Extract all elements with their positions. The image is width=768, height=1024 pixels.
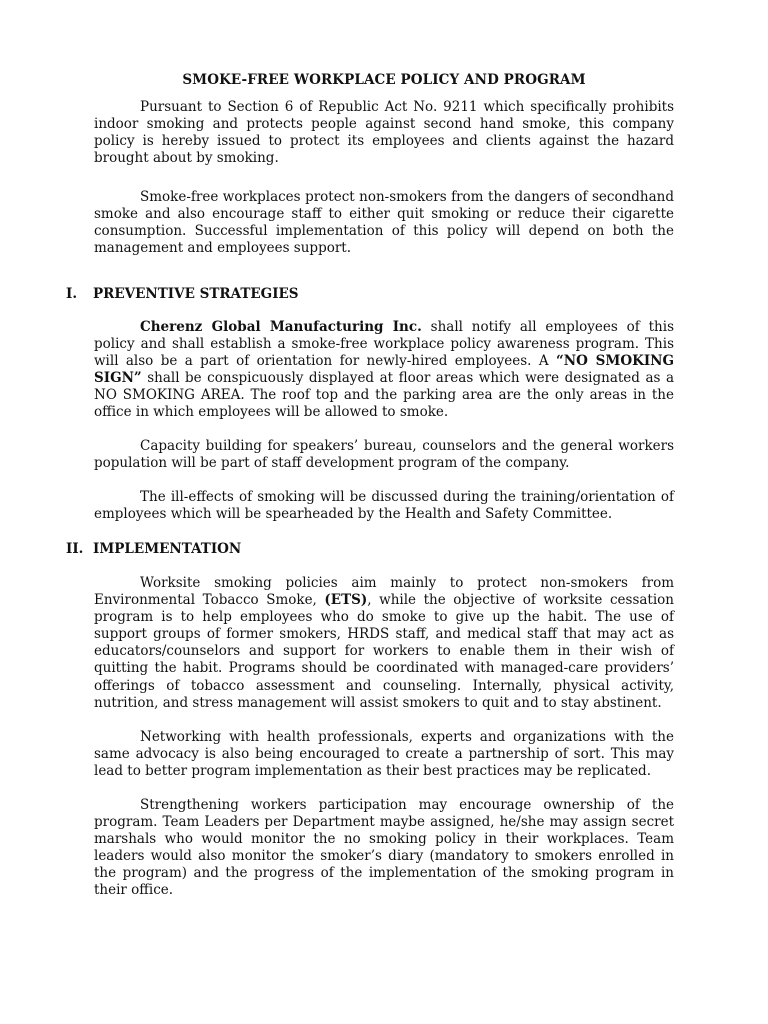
section-number: II. xyxy=(66,541,84,557)
section-title: IMPLEMENTATION xyxy=(93,541,242,557)
preventive-paragraph-1 xyxy=(94,319,674,422)
ets-abbreviation: (ETS) xyxy=(324,592,368,609)
paragraph-text: shall notify all employees of this policy and shall establish a smoke-free workplace policy awareness program. This will also be a part of orientation for newly-hired employees. A xyxy=(94,319,674,370)
section-heading-implementation xyxy=(66,540,241,558)
page-title: SMOKE-FREE WORKPLACE POLICY AND PROGRAM xyxy=(182,72,586,88)
preventive-paragraph-2: Capacity building for speakers’ bureau, counselors and the general workers population will be part of staff development program of the company. xyxy=(94,438,674,472)
implementation-paragraph-3: Strengthening workers participation may encourage ownership of the program. Team Leaders per Department maybe assigned, he/she may assign secret marshals who would monitor the no smoking policy in their workplaces. Team leaders would also monitor the smoker’s diary (mandatory to smokers enrolled in the program) and the progress of the implementation of the smoking program in their office. xyxy=(94,797,674,899)
paragraph-text: shall be conspicuously displayed at floor areas which were designated as a NO SMOKING AREA. The roof top and the parking area are the only areas in the office in which employees will be allowed to smoke. xyxy=(94,370,674,421)
section-title: PREVENTIVE STRATEGIES xyxy=(93,286,299,302)
intro-paragraph-1: Pursuant to Section 6 of Republic Act No. 9211 which specifically prohibits indoor smoking and protects people against second hand smoke, this company policy is hereby issued to protect its employees and clients against the hazard brought about by smoking. xyxy=(94,99,674,167)
intro-paragraph-2: Smoke-free workplaces protect non-smokers from the dangers of secondhand smoke and also encourage staff to either quit smoking or reduce their cigarette consumption. Successful implementation of this policy will depend on both the management and employees support. xyxy=(94,189,674,257)
section-number: I. xyxy=(66,286,78,302)
paragraph-text: , while the objective of worksite cessation program is to help employees who do smoke to give up the habit. The use of support groups of former smokers, HRDS staff, and medical staff that may act as educators/counselors and support for workers to enable them in their wish of quitting the habit. Programs should be coordinated with managed-care providers’ offerings of tobacco assessment and counseling. Internally, physical activity, nutrition, and stress management will assist smokers to quit and to stay abstinent. xyxy=(94,592,674,711)
implementation-paragraph-2: Networking with health professionals, experts and organizations with the same advocacy is also being encouraged to create a partnership of sort. This may lead to better program implementation as their best practices may be replicated. xyxy=(94,729,674,780)
company-name: Cherenz Global Manufacturing Inc. xyxy=(140,319,422,335)
paragraph-text: Worksite smoking policies aim mainly to protect non-smokers from Environmental Tobacco Smoke, xyxy=(94,575,674,609)
no-smoking-sign-text: “NO SMOKING SIGN” xyxy=(94,353,675,387)
implementation-paragraph-1 xyxy=(94,575,674,712)
section-heading-preventive-strategies xyxy=(66,285,299,303)
preventive-paragraph-3: The ill-effects of smoking will be discussed during the training/orientation of employees which will be spearheaded by the Health and Safety Committee. xyxy=(94,489,674,523)
